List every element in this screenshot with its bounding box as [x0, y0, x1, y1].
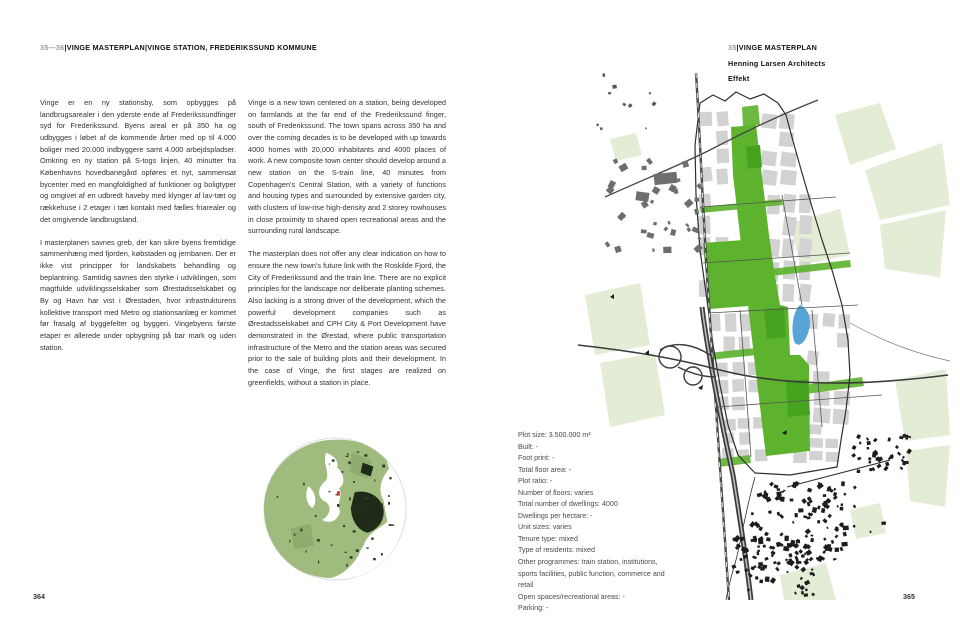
left-page-number: 364	[33, 592, 45, 601]
data-total-floor-area: Total floor area: -	[518, 465, 572, 474]
english-text-column	[248, 97, 446, 400]
green-block-west	[703, 239, 762, 309]
data-number-of-floors: Number of floors: varies	[518, 488, 594, 497]
architect-name-1: Henning Larsen Architects	[728, 58, 826, 68]
left-header-subtitle: VINGE STATION, FREDERIKSSUND KOMMUNE	[147, 43, 317, 52]
rural-road-east	[850, 323, 950, 361]
data-parking: Parking: -	[518, 604, 549, 613]
site-marker	[337, 491, 340, 495]
scattered-farm-buildings	[596, 73, 656, 130]
left-header-sep-2: |	[144, 43, 148, 52]
data-footprint: Foot print: -	[518, 454, 555, 463]
danish-paragraph-2: I masterplanen savnes greb, der kan sikre byens fremtidige sammenhæng med fjorden, købstaden og jernbanen. Der er ikke vist principper for landskabets behandling og beplantning. Samtidig savnes den styrke i udviklingen, som magtfulde udviklingsselskaber som Ørestadsselskabet og By og Havn har vist i Ørestaden, hvor infrastrukturens kollektive transport med Metro og stationsanlæg er kommet før frasalg af byggefelter og byggeri. Vingebyens første etaper er allerede under opbygning på bar mark og uden station.	[40, 237, 236, 352]
left-header-sep-1: |	[64, 43, 67, 52]
existing-village-west	[605, 158, 704, 253]
pond	[792, 305, 810, 345]
english-paragraph-2: The masterplan does not offer any clear indication on how to ensure the new town's future link with the Roskilde Fjord, the City of Frederikssund and the train line. There are no explicit principles for the landscape nor deliberate planting schemes. Also lacking is a strong driver of the development, which the powerful development companies such as Ørestadsselskabet and CPH City & Port Development have demonstrated in the Ørestad, where public transportation infrastructure of the Metro and the station areas was secured prior to the sale of building plots and their development. In the case of Vinge, the first stages are realized on greenfields, without a station in place.	[248, 249, 446, 387]
data-unit-sizes: Unit sizes: varies	[518, 523, 572, 532]
data-tenure-type: Tenure type: mixed	[518, 534, 578, 543]
data-plot-ratio: Plot ratio: -	[518, 477, 553, 486]
right-header-title: VINGE MASTERPLAN	[738, 43, 818, 52]
data-total-dwellings: Total number of dwellings: 4000	[518, 500, 618, 509]
southern-settlement	[749, 481, 857, 567]
data-other-programmes: Other programmes: train station, institutions, sports facilities, public function, commerce and retail	[518, 558, 665, 590]
data-dwellings-per-hectare: Dwellings per hectare: -	[518, 511, 593, 520]
left-header-page-range: 35—36	[40, 43, 65, 52]
right-header-page: 35	[728, 43, 737, 52]
architect-name-2: Effekt	[728, 74, 750, 83]
data-residents-type: Type of residents: mixed	[518, 546, 595, 555]
data-built: Built: -	[518, 442, 539, 451]
danish-text-column	[40, 97, 236, 365]
danish-paragraph-1: Vinge er en ny stationsby, som opbygges på landbrugsarealer i den yderste ende af Frederikssundfinger syd for Frederikssund. Byens areal er på 350 ha og udbygges i løbet af de kommende årtier med op til 4.000 boliger med 20.000 indbyggere samt 4.000 arbejdspladser. Omkring en ny station på S-togs linjen, 40 minutter fra Københavns hovedbanegård opføres et nyt, sammensat bycenter med en mangfoldighed af funktioner og boligtyper og omgivet af en udbredt haveby med klynger af lav-tæt og rækkehuse i 2 etager i tæt kontakt med fælles friarealer og det omgivende landbrugsland.	[40, 98, 236, 224]
southeast-link-road	[787, 460, 890, 487]
project-data-list	[518, 430, 671, 615]
left-running-header	[40, 43, 317, 52]
data-open-spaces: Open spaces/recreational areas: -	[518, 592, 625, 601]
right-header-sep: |	[736, 43, 739, 52]
data-plot-size: Plot size: 3.500.000 m²	[518, 431, 591, 439]
left-header-title: VINGE MASTERPLAN	[66, 43, 145, 52]
region-locator-inset	[261, 435, 409, 583]
region-locator-map	[261, 435, 409, 583]
english-paragraph-1: Vinge is a new town centered on a station, being developed on farmlands at the far end of the Frederikssund finger, south of Frederikssund. The town spans across 350 ha and over the coming decades is to be developed with up towards 4000 homes with 20,000 inhabitants and 4000 places of work. A new composite town center should develop around a new station on the S-train line, 40 minutes from Copenhagen's Central Station, with a variety of functions and housing types and surrounded by extensive garden city, with clusters of low-rise high-density and 2 storey rowhouses in close proximity to shared open recreational areas and the surrounding rural landscape.	[248, 98, 446, 236]
right-page-number: 365	[903, 592, 915, 601]
